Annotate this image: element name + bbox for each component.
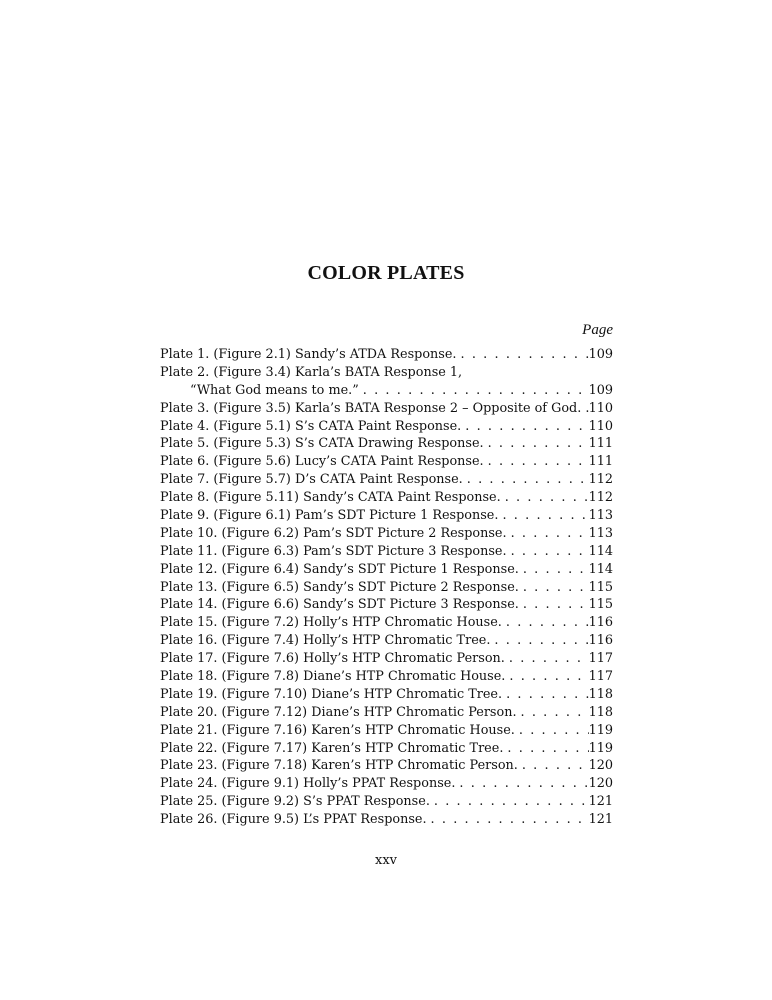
entry-label: Plate 11. (Figure 6.3) Pam’s SDT Picture 3 Response. [160, 543, 507, 559]
dot-leader [359, 382, 589, 400]
entry-label: Plate 19. (Figure 7.10) Diane’s HTP Chromatic Tree. [160, 686, 503, 702]
toc-entry [160, 525, 613, 543]
dot-leader [505, 668, 588, 686]
toc-entry [160, 775, 613, 793]
dot-leader [484, 435, 589, 453]
dot-leader [503, 740, 588, 758]
entry-label: Plate 20. (Figure 7.12) Diane’s HTP Chromatic Person. [160, 704, 517, 720]
toc-entry [160, 811, 613, 829]
entry-page: 121 [588, 812, 613, 828]
entry-label: Plate 21. (Figure 7.16) Karen’s HTP Chromatic House. [160, 722, 515, 738]
dot-leader [518, 757, 589, 775]
entry-label: “What God means to me.” [190, 382, 359, 398]
entry-page: 120 [588, 776, 613, 792]
entry-page: 114 [588, 561, 613, 577]
entry-page: 119 [588, 740, 613, 756]
dot-leader [507, 525, 589, 543]
entry-page: 117 [588, 651, 613, 667]
entry-label: Plate 12. (Figure 6.4) Sandy’s SDT Picture 1 Response. [160, 561, 519, 577]
entry-label: Plate 7. (Figure 5.7) D’s CATA Paint Response. [160, 472, 463, 488]
entry-page: 110 [588, 400, 613, 416]
dot-leader [502, 686, 588, 704]
dot-leader [519, 596, 589, 614]
page-title: COLOR PLATES [307, 262, 465, 284]
toc-entry [160, 614, 613, 632]
dot-leader [505, 650, 589, 668]
dot-leader [463, 471, 589, 489]
toc-entry [160, 435, 613, 453]
dot-leader [507, 543, 589, 561]
entry-label: Plate 4. (Figure 5.1) S’s CATA Paint Response. [160, 418, 462, 434]
toc-entry [160, 346, 613, 364]
dot-leader [455, 775, 588, 793]
dot-leader [581, 400, 588, 418]
entry-label: Plate 6. (Figure 5.6) Lucy’s CATA Paint Response. [160, 454, 484, 470]
entry-page: 109 [588, 347, 613, 362]
entry-page: 115 [588, 579, 613, 595]
dot-leader [519, 579, 589, 597]
dot-leader [457, 346, 589, 364]
entry-label: Plate 17. (Figure 7.6) Holly’s HTP Chromatic Person. [160, 651, 505, 667]
entry-label: Plate 14. (Figure 6.6) Sandy’s SDT Picture 3 Response. [160, 597, 519, 613]
entry-page: 119 [588, 722, 613, 738]
entry-label: Plate 18. (Figure 7.8) Diane’s HTP Chromatic House. [160, 669, 506, 685]
toc-entry [160, 364, 613, 382]
toc-entry [160, 722, 613, 740]
toc-entry [160, 471, 613, 489]
entry-label: Plate 13. (Figure 6.5) Sandy’s SDT Picture 2 Response. [160, 579, 519, 595]
entry-page: 116 [588, 615, 613, 631]
entry-label: Plate 23. (Figure 7.18) Karen’s HTP Chromatic Person. [160, 758, 518, 774]
dot-leader [502, 614, 589, 632]
toc-entry [160, 740, 613, 758]
entry-label: Plate 26. (Figure 9.5) L’s PPAT Response. [160, 812, 427, 828]
dot-leader [517, 704, 589, 722]
toc-entry [160, 686, 613, 704]
dot-leader [519, 561, 589, 579]
toc-entry [160, 757, 613, 775]
toc-entry [160, 400, 613, 418]
toc-entry [160, 489, 613, 507]
entry-page: 111 [588, 436, 613, 452]
entry-page: 114 [588, 543, 613, 559]
toc-entry [160, 596, 613, 614]
toc-entry [160, 418, 613, 436]
toc-entry-continuation [160, 382, 613, 400]
entry-label: Plate 10. (Figure 6.2) Pam’s SDT Picture 2 Response. [160, 525, 507, 541]
toc-entry [160, 543, 613, 561]
dot-leader [461, 418, 588, 436]
entry-page: 112 [588, 490, 613, 506]
color-plates-list [160, 346, 613, 829]
toc-entry [160, 704, 613, 722]
toc-entry [160, 793, 613, 811]
page-column-heading: Page [582, 322, 613, 338]
entry-page: 116 [588, 633, 613, 649]
entry-label: Plate 8. (Figure 5.11) Sandy’s CATA Paint Response. [160, 490, 501, 506]
entry-page: 110 [588, 418, 613, 434]
toc-entry [160, 453, 613, 471]
dot-leader [515, 722, 589, 740]
toc-entry [160, 632, 613, 650]
entry-page: 113 [588, 525, 613, 541]
toc-entry [160, 507, 613, 525]
entry-label: Plate 25. (Figure 9.2) S’s PPAT Response. [160, 794, 430, 810]
entry-label: Plate 2. (Figure 3.4) Karla’s BATA Response 1, [160, 364, 463, 380]
entry-label: Plate 3. (Figure 3.5) Karla’s BATA Response 2 – Opposite of God. [160, 400, 582, 416]
entry-label: Plate 9. (Figure 6.1) Pam’s SDT Picture 1 Response. [160, 508, 499, 524]
dot-leader [427, 811, 589, 829]
entry-page: 115 [588, 597, 613, 613]
dot-leader [430, 793, 589, 811]
toc-entry [160, 579, 613, 597]
entry-label: Plate 16. (Figure 7.4) Holly’s HTP Chromatic Tree. [160, 633, 491, 649]
entry-page: 113 [588, 508, 613, 524]
entry-label: Plate 1. (Figure 2.1) Sandy’s ATDA Response. [160, 347, 457, 362]
toc-entry [160, 561, 613, 579]
entry-page: 117 [588, 669, 613, 685]
entry-label: Plate 15. (Figure 7.2) Holly’s HTP Chromatic House. [160, 615, 502, 631]
toc-entry [160, 650, 613, 668]
entry-label: Plate 5. (Figure 5.3) S’s CATA Drawing Response. [160, 436, 484, 452]
dot-leader [490, 632, 588, 650]
entry-page: 111 [588, 454, 613, 470]
entry-label: Plate 22. (Figure 7.17) Karen’s HTP Chromatic Tree. [160, 740, 504, 756]
entry-page: 118 [588, 686, 613, 702]
page-number: xxv [374, 853, 397, 868]
entry-page: 121 [588, 794, 613, 810]
entry-label: Plate 24. (Figure 9.1) Holly’s PPAT Response. [160, 776, 456, 792]
entry-page: 112 [588, 472, 613, 488]
dot-leader [501, 489, 589, 507]
dot-leader [484, 453, 589, 471]
entry-page: 109 [588, 382, 613, 398]
dot-leader [498, 507, 588, 525]
entry-page: 118 [588, 704, 613, 720]
entry-page: 120 [588, 758, 613, 774]
toc-entry [160, 668, 613, 686]
